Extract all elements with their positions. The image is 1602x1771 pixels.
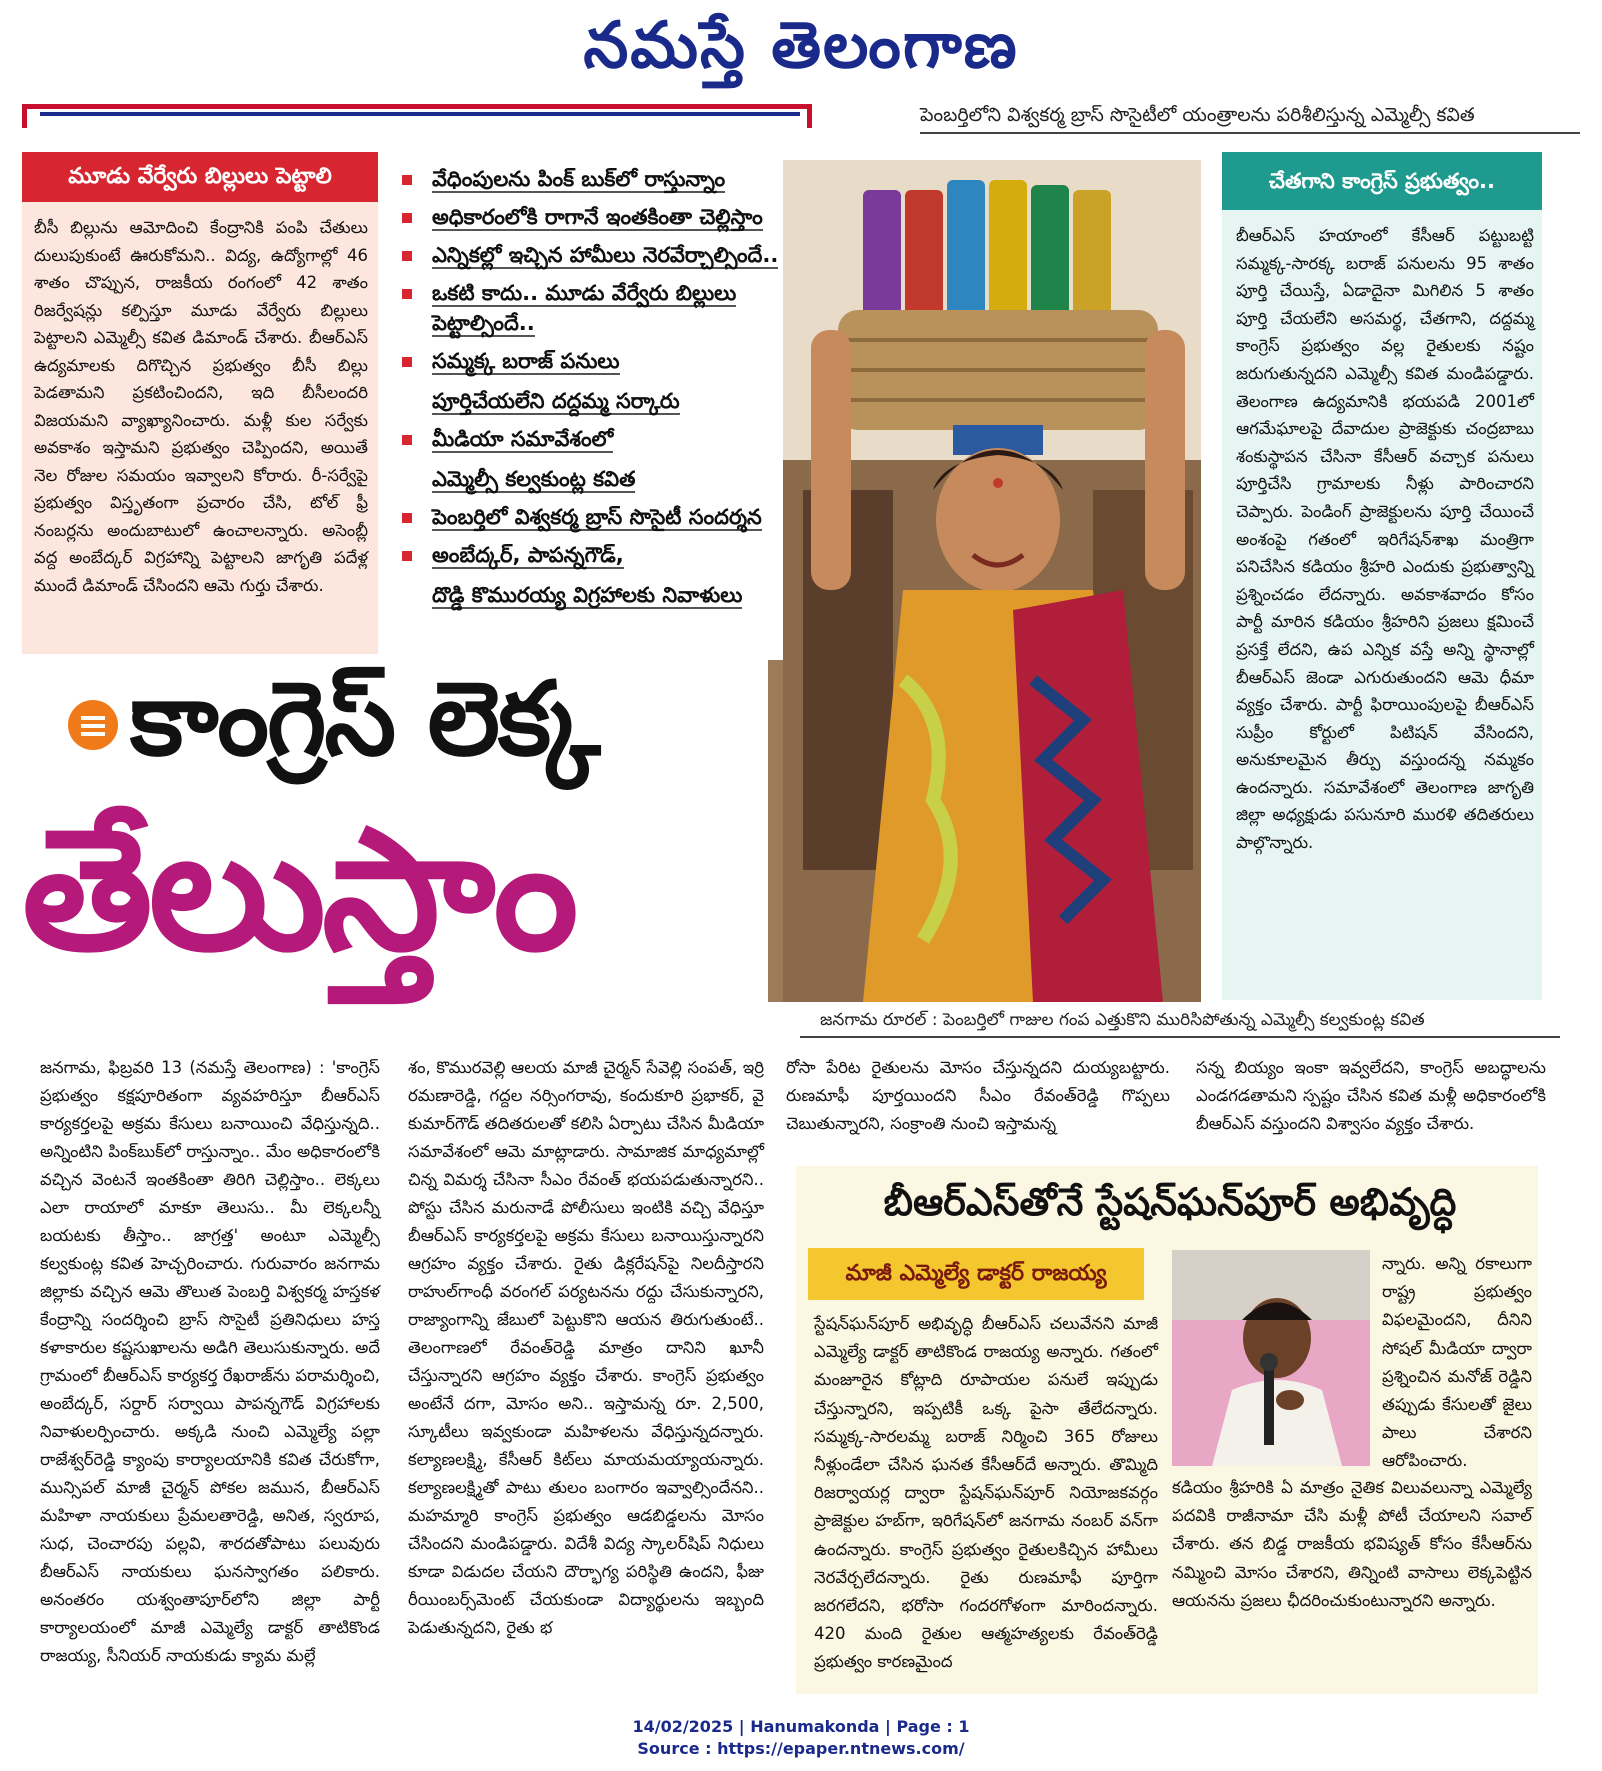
bottom-story-body: స్టేషన్‌ఘన్‌పూర్ అభివృద్ధి బీఆర్ఎస్ చలువేనని మాజీ ఎమ్మెల్యే డాక్టర్ తాటికొండ రాజయ్య అన్నారు. గతంలో మంజూరైన కోట్లాది రూపాయల పనులే ఇప్పుడు చేస్తున్నారని, ఇప్పటికీ ఒక్క పైసా తేలేదన్నారు. సమ్మక్క-సారలమ్మ బరాజ్ నిర్మించి 365 రోజులు నీళ్లుండేలా చేసిన ఘనత కేసీఆర్‌దే అన్నారు. తొమ్మిది రిజర్వాయర్ల ద్వారా స్టేషన్‌ఘన్‌పూర్ నియోజకవర్గం ప్రాజెక్టుల హబ్‌గా, ఇరిగేషన్‌లో జనగామ నంబర్ వన్‌గా ఉందన్నారు. కాంగ్రెస్ ప్రభుత్వం రైతులకిచ్చిన హామీలు నెరవేర్చలేదన్నారు. రైతు రుణమాఫీ పూర్తిగా జరగలేదని, భరోసా గందరగోళంగా మారిందన్నారు. 420 మంది రైతుల ఆత్మహత్యలకు రేవంత్‌రెడ్డి ప్రభుత్వం కారణమైంద (814, 1314, 1158, 1672)
article-column-1: జనగామ, ఫిబ్రవరి 13 (నమస్తే తెలంగాణ) : 'కాంగ్రెస్ ప్రభుత్వం కక్షపూరితంగా వ్యవహరిస్తూ బీఆర్ఎస్ కార్యకర్తలపై అక్రమ కేసులు బనాయించి వేధిస్తున్నది.. అన్నింటిని పింక్‌బుక్‌లో రాస్తున్నాం.. మేం అధికారంలోకి వచ్చిన వెంటనే ఇంతకింతా తిరిగి చెల్లిస్తాం.. లెక్కలు ఎలా రాయాలో మాకూ తెలుసు.. మీ లెక్కలన్నీ బయటకు తీస్తాం.. జాగ్రత్త' అంటూ ఎమ్మెల్సీ కల్వకుంట్ల కవిత హెచ్చరించారు. గురువారం జనగామ జిల్లాకు వచ్చిన ఆమె తొలుత పెంబర్తి విశ్వకర్మ హస్తకళ కేంద్రాన్ని సందర్శించి బ్రాస్ సొసైటీ ప్రతినిధులు హస్త కళాకారుల కష్టసుఖాలను అడిగి తెలుసుకున్నారు. అదే గ్రామంలో బీఆర్ఎస్ కార్యకర్త రేఖరాజ్‌ను పరామర్శించి, అంబేద్కర్, సర్దార్ సర్వాయి పాపన్నగౌడ్ విగ్రహాలకు నివాళులర్పించారు. అక్కడి నుంచి ఎమ్మెల్యే పల్లా రాజేశ్వర్‌రెడ్డి క్యాంపు కార్యాలయానికి కవిత చేరుకోగా, మున్సిపల్ మాజీ చైర్మన్ పోకల జమున, బీఆర్ఎస్ మహిళా నాయకులు ప్రేమలతారెడ్డి, అనిత, స్వరూప, సుధ, చెంచారపు పల్లవి, శారదతోపాటు పలువురు బీఆర్ఎస్ నాయకులు ఘనస్వాగతం పలికారు. అనంతరం యశ్వంతాపూర్‌లోని జిల్లా పార్టీ కార్యాలయంలో మాజీ ఎమ్మెల్యే డాక్టర్ తాటికొండ రాజయ్య, సీనియర్ నాయకుడు క్యామ మల్లే (40, 1058, 380, 1665)
bullet-square-icon (402, 251, 412, 261)
list-icon (68, 700, 118, 750)
bullet-item: సమ్మక్క బరాజ్ పనులు పూర్తిచేయలేని దద్దమ్మ సర్కారు (398, 346, 840, 416)
bullet-item: పెంబర్తిలో విశ్వకర్మ బ్రాస్ సొసైటీ సందర్శన (398, 502, 840, 532)
bullet-square-icon (402, 213, 412, 223)
page-footer (0, 1716, 1602, 1760)
headline-line2: తేలుస్తాం (22, 792, 575, 988)
top-photo-caption: పెంబర్తిలోని విశ్వకర్మ బ్రాస్ సొసైటీలో యంత్రాలను పరిశీలిస్తున్న ఎమ్మెల్సీ కవిత (920, 104, 1475, 126)
masthead-blue-rule (40, 112, 800, 116)
headline-line1: కాంగ్రెస్ లెక్క (130, 660, 599, 779)
bullet-square-icon (402, 289, 412, 299)
article-column-4: సన్న బియ్యం ఇంకా ఇవ్వలేదని, కాంగ్రెస్ అబద్ధాలను ఎండగడతామని స్పష్టం చేసిన కవిత మళ్లీ అధికారంలోకి బీఆర్ఎస్ వస్తుందని విశ్వాసం వ్యక్తం చేశారు. (1196, 1058, 1546, 1133)
bullet-square-icon (402, 357, 412, 367)
bottom-story-title: బీఆర్ఎస్‌తోనే స్టేషన్‌ఘన్‌పూర్ అభివృద్ధి (883, 1180, 1457, 1224)
bottom-story-right-wide-text: కడియం శ్రీహరికి ఏ మాత్రం నైతిక విలువలున్నా ఎమ్మెల్యే పదవికి రాజీనామా చేసి మళ్లీ పోటీ చేయాలని సవాల్ చేశారు. తన బిడ్డ రాజకీయ భవిష్యత్ కోసం కేసీఆర్‌ను నమ్మించి మోసం చేశారని, తిన్నింటి వాసాలు లెక్కపెట్టిన ఆయనను ప్రజలు ఛీదరించుకుంటున్నారని అన్నారు. (1172, 1478, 1532, 1610)
rajaiah-photo (1172, 1250, 1370, 1466)
main-photo-caption: జనగామ రూరల్ : పెంబర్తిలో గాజుల గంప ఎత్తుకొని మురిసిపోతున్న ఎమ్మెల్సీ కల్వకుంట్ల కవిత (820, 1010, 1425, 1030)
footer-source-link[interactable]: Source : https://epaper.ntnews.com/ (637, 1739, 965, 1758)
bullet-square-icon (402, 513, 412, 523)
left-box-title: మూడు వేర్వేరు బిల్లులు పెట్టాలి (22, 152, 378, 202)
bullet-square-icon (402, 175, 412, 185)
bottom-story-subtitle: మాజీ ఎమ్మెల్యే డాక్టర్ రాజయ్య (808, 1248, 1144, 1300)
article-column-2: శం, కొమురవెల్లి ఆలయ మాజీ చైర్మన్ సేవెల్లి సంపత్, ఇర్రి రమణారెడ్డి, గద్దల నర్సింగరావు, కందుకూరి ప్రభాకర్, వై కుమార్‌గౌడ్ తదితరులతో కలిసి ఏర్పాటు చేసిన మీడియా సమావేశంలో ఆమె మాట్లాడారు. సామాజిక మాధ్యమాల్లో చిన్న విమర్శ చేసినా సీఎం రేవంత్ భయపడుతున్నారని.. పోస్టు చేసిన మరునాడే పోలీసులు ఇంటికి వచ్చి వేధిస్తూ బీఆర్ఎస్ కార్యకర్తలపై అక్రమ కేసులు బనాయిస్తున్నారని ఆగ్రహం వ్యక్తం చేశారు. రైతు డిక్లరేషన్‌పై నిలదీస్తారని రాహుల్‌గాంధీ వరంగల్ పర్యటనను రద్దు చేసుకున్నారని, రాజ్యాంగాన్ని జేబులో పెట్టుకొని ఆయన తిరుగుతుంటే.. తెలంగాణలో రేవంత్‌రెడ్డి మాత్రం దానిని ఖూనీ చేస్తున్నారని ఆగ్రహం వ్యక్తం చేశారు. కాంగ్రెస్ ప్రభుత్వం అంటేనే దగా, మోసం అని.. ఇస్తామన్న రూ. 2,500, స్కూటీలు ఇవ్వకుండా మహిళలను వేధిస్తున్నదన్నారు. కల్యాణలక్ష్మి, కేసీఆర్ కిట్‌లు మాయమయ్యాయన్నారు. కల్యాణలక్ష్మితో పాటు తులం బంగారం ఇవ్వాల్సిందేనని.. మహమ్మారి కాంగ్రెస్ ప్రభుత్వం ఆడబిడ్డలను మోసం చేసిందని మండిపడ్డారు. విదేశీ విద్య స్కాలర్‌షిప్ నిధులు కూడా విడుదల చేయని దౌర్భాగ్య పరిస్థితి ఉందని, ఫీజు రీయింబర్స్‌మెంట్ చేయకుండా విద్యార్థులను ఇబ్బంది పెడుతున్నదని, రైతు భ (408, 1058, 764, 1637)
masthead-red-rule-right (807, 104, 812, 128)
bullet-item: మీడియా సమావేశంలో ఎమ్మెల్సీ కల్వకుంట్ల కవిత (398, 424, 840, 494)
speaker-at-microphone-photo (1172, 1250, 1370, 1466)
left-box-body: బీసీ బిల్లును ఆమోదించి కేంద్రానికి పంపి చేతులు దులుపుకుంటే ఊరుకోమని.. విద్య, ఉద్యోగాల్లో 46 శాతం చొప్పున, రాజకీయ రంగంలో 42 శాతం రిజర్వేషన్లు కల్పిస్తూ మూడు వేర్వేరు బిల్లులు పెట్టాలని ఎమ్మెల్సీ కవిత డిమాండ్ చేశారు. బీఆర్ఎస్ ఉద్యమాలకు దిగొచ్చిన ప్రభుత్వం బీసీ బిల్లు పెడతామని ప్రకటించిందని, ఇది బీసీలందరి విజయమని వ్యాఖ్యానించారు. మళ్లీ కుల సర్వేకు అవకాశం ఇస్తామని ప్రభుత్వం చెప్పిందని, అయితే నెల రోజుల సమయం ఇవ్వాలని కోరారు. రీ-సర్వేపై ప్రభుత్వం విస్తృతంగా ప్రచారం చేసి, టోల్ ఫ్రీ నంబర్లను అందుబాటులో ఉంచాలన్నారు. అసెంబ్లీ వద్ద అంబేద్కర్ విగ్రహాన్ని పెట్టాలని జాగృతి పదేళ్ల ముందే డిమాండ్ చేసిందని ఆమె గుర్తు చేశారు. (34, 218, 368, 595)
bullet-square-icon (402, 435, 412, 445)
bottom-story-right-text: న్నారు. అన్ని రకాలుగా రాష్ట్ర ప్రభుత్వం విఫలమైందని, దీనిని సోషల్ మీడియా ద్వారా ప్రశ్నించిన మనోజ్ రెడ్డిని తప్పుడు కేసులతో జైలు పాలు చేశారని ఆరోపించారు. (1382, 1254, 1532, 1471)
top-caption-rule (920, 132, 1580, 134)
bullet-item: వేధింపులను పింక్ బుక్‌లో రాస్తున్నాం (398, 164, 840, 194)
masthead-red-rule (22, 104, 812, 109)
right-box-body: బీఆర్ఎస్ హయాంలో కేసీఆర్ పట్టుబట్టి సమ్మక్క-సారక్క బరాజ్ పనులను 95 శాతం పూర్తి చేయిస్తే, ఏడాదైనా మిగిలిన 5 శాతం పూర్తి చేయలేని అసమర్థ, చేతగాని, దద్దమ్మ కాంగ్రెస్ ప్రభుత్వం వల్ల రైతులకు నష్టం జరుగుతున్నదని ఎమ్మెల్సీ కవిత మండిపడ్డారు. తెలంగాణ ఉద్యమానికి భయపడి 2001లో ఆగమేఘాలపై దేవాదుల ప్రాజెక్టుకు చంద్రబాబు శంకుస్థాపన చేసినా కేసీఆర్ వచ్చాక పనులు పూర్తిచేసి గ్రామాలకు నీళ్లు పారించారని చెప్పారు. పెండింగ్ ప్రాజెక్టులను పూర్తి చేయించే అంశంపై గతంలో ఇరిగేషన్‌శాఖ మంత్రిగా పనిచేసిన కడియం శ్రీహరి ఎందుకు ప్రభుత్వాన్ని ప్రశ్నించడం లేదన్నారు. అవకాశవాదం కోసం పార్టీ మారిన కడియం శ్రీహరిని ప్రజలు క్షమించే ప్రసక్తే లేదని, ఉప ఎన్నిక వస్తే అన్ని స్థానాల్లో బీఆర్ఎస్ జెండా ఎగురుతుందని ఆమె ధీమా వ్యక్తం చేశారు. పార్టీ ఫిరాయింపులపై బీఆర్ఎస్ సుప్రీం కోర్టులో పిటిషన్ వేసిందని, అనుకూలమైన తీర్పు వస్తుందన్న నమ్మకం ఉందన్నారు. సమావేశంలో తెలంగాణ జాగృతి జిల్లా అధ్యక్షుడు పసునూరి మురళి తదితరులు పాల్గొన్నారు. (1236, 226, 1534, 853)
bullet-item: ఒకటి కాదు.. మూడు వేర్వేరు బిల్లులు పెట్టాల్సిందే.. (398, 278, 840, 338)
right-box-title: చేతగాని కాంగ్రెస్ ప్రభుత్వం.. (1222, 152, 1542, 210)
masthead-red-rule-left (22, 104, 27, 128)
bullet-item: అంబేద్కర్, పాపన్నగౌడ్, దొడ్డి కొమురయ్య విగ్రహాలకు నివాళులు (398, 540, 840, 610)
woman-with-bangle-basket-photo (783, 160, 1201, 1002)
main-news-photo (783, 160, 1201, 1002)
masthead-logo: నమస్తే తెలంగాణ (583, 8, 1019, 83)
highlight-bullets (398, 164, 840, 618)
bullet-item: ఎన్నికల్లో ఇచ్చిన హామీలు నెరవేర్చాల్సిందే.. (398, 240, 840, 270)
bullet-square-icon (402, 551, 412, 561)
bullet-item: అధికారంలోకి రాగానే ఇంతకింతా చెల్లిస్తాం (398, 202, 840, 232)
footer-date-edition: 14/02/2025 | Hanumakonda | Page : 1 (632, 1717, 970, 1736)
article-column-3: రోసా పేరిట రైతులను మోసం చేస్తున్నదని దుయ్యబట్టారు. రుణమాఫీ పూర్తయిందని సీఎం రేవంత్‌రెడ్డి గొప్పలు చెబుతున్నారని, సంక్రాంతి నుంచి ఇస్తామన్న (786, 1058, 1170, 1133)
photo-caption-rule (800, 1036, 1560, 1038)
